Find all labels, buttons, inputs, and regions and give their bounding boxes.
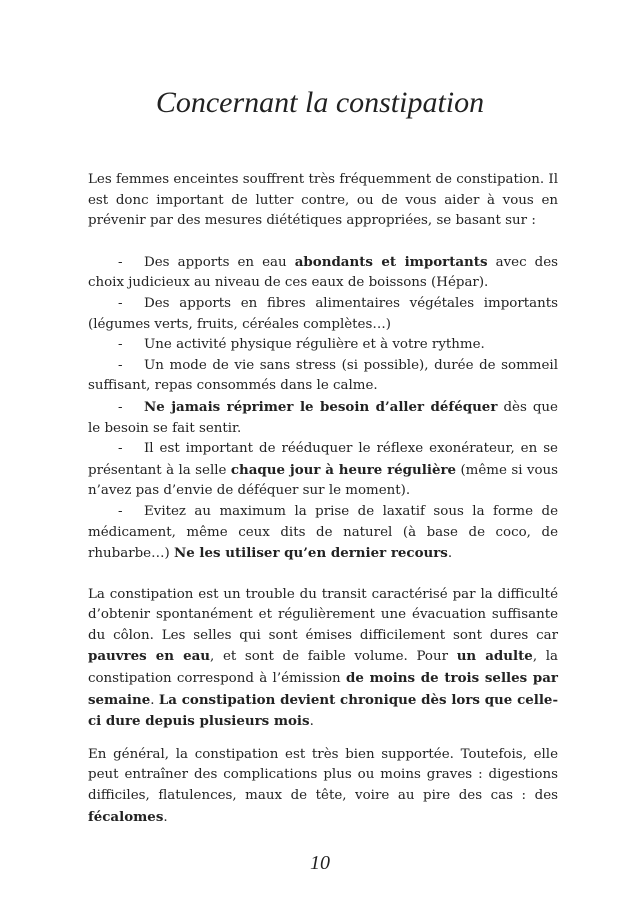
page-number: 10 bbox=[310, 852, 330, 874]
definition-paragraph bbox=[88, 585, 558, 733]
emphasis: pauvres en eau bbox=[88, 648, 211, 665]
list-text: Un mode de vie sans stress (si possible), durée de sommeil suffisant, repas consommés dans le calme. bbox=[88, 357, 558, 394]
page-title: Concernant la constipation bbox=[155, 86, 485, 119]
text: , et sont de faible volume. Pour bbox=[210, 649, 457, 665]
list-emphasis: chaque jour à heure régulière bbox=[230, 461, 457, 478]
dash-bullet: - bbox=[118, 337, 123, 353]
list-text: avec des choix judicieux au niveau de ces eaux de boissons (Hépar). bbox=[88, 254, 559, 291]
list-text: Evitez au maximum la prise de laxatif sous la forme de médicament, même ceux dits de naturel (à base de coco, de rhubarbe…) bbox=[88, 503, 558, 562]
dash-bullet: - bbox=[118, 503, 123, 519]
dash-bullet: - bbox=[118, 254, 123, 270]
list-item bbox=[88, 252, 558, 294]
list-item bbox=[88, 294, 558, 335]
list-emphasis: abondants et importants bbox=[294, 253, 488, 270]
list-text: Des apports en fibres alimentaires végétales importants (légumes verts, fruits, céréales complètes…) bbox=[88, 295, 558, 332]
list-item bbox=[88, 356, 558, 397]
emphasis: La constipation devient chronique dès lors que celle-ci dure depuis plusieurs mois bbox=[88, 691, 559, 730]
list-emphasis: Ne jamais réprimer le besoin d’aller déféquer bbox=[144, 398, 498, 415]
list-text: Une activité physique régulière et à votre rythme. bbox=[144, 337, 485, 353]
dash-bullet: - bbox=[118, 295, 123, 311]
emphasis: de moins de trois selles par semaine bbox=[88, 670, 558, 708]
text: , la constipation correspond à l’émission bbox=[88, 649, 559, 687]
list-item bbox=[88, 502, 558, 565]
dash-bullet: - bbox=[118, 399, 123, 415]
text: . bbox=[309, 714, 314, 730]
complications-paragraph bbox=[88, 745, 558, 828]
page-body bbox=[88, 170, 558, 828]
dash-bullet: - bbox=[118, 441, 123, 457]
text: La constipation est un trouble du transit caractérisé par la difficulté d’obtenir spontanément et régulièrement une évacuation suffisante du côlon. Les selles qui sont émises difficilement sont dures car bbox=[88, 586, 558, 643]
text: . bbox=[163, 809, 168, 825]
text: En général, la constipation est très bien supportée. Toutefois, elle peut entraîner des complications plus ou moins graves : digestions difficiles, flatulences, maux de tête, voire au pire des cas : des bbox=[88, 746, 558, 804]
recommendation-list bbox=[88, 252, 558, 565]
list-text: dès que le besoin se fait sentir. bbox=[88, 399, 558, 436]
list-text: Des apports en eau bbox=[144, 254, 295, 270]
list-text: . bbox=[447, 546, 453, 562]
list-item bbox=[88, 335, 558, 356]
dash-bullet: - bbox=[118, 357, 123, 373]
emphasis: un adulte bbox=[456, 648, 533, 665]
list-item bbox=[88, 439, 558, 502]
text: . bbox=[150, 692, 159, 708]
list-emphasis: Ne les utiliser qu’en dernier recours bbox=[173, 545, 448, 562]
list-text: Il est important de rééduquer le réflexe exonérateur, en se présentant à la selle bbox=[88, 441, 558, 478]
emphasis: fécalomes bbox=[88, 808, 164, 825]
list-text: (même si vous n’avez pas d’envie de déféquer sur le moment). bbox=[88, 462, 559, 499]
intro-paragraph: Les femmes enceintes souffrent très fréquemment de constipation. Il est donc important de lutter contre, ou de vous aider à vous en prévenir par des mesures diététiques appropriées, se basant sur : bbox=[88, 172, 558, 229]
list-item bbox=[88, 397, 558, 439]
